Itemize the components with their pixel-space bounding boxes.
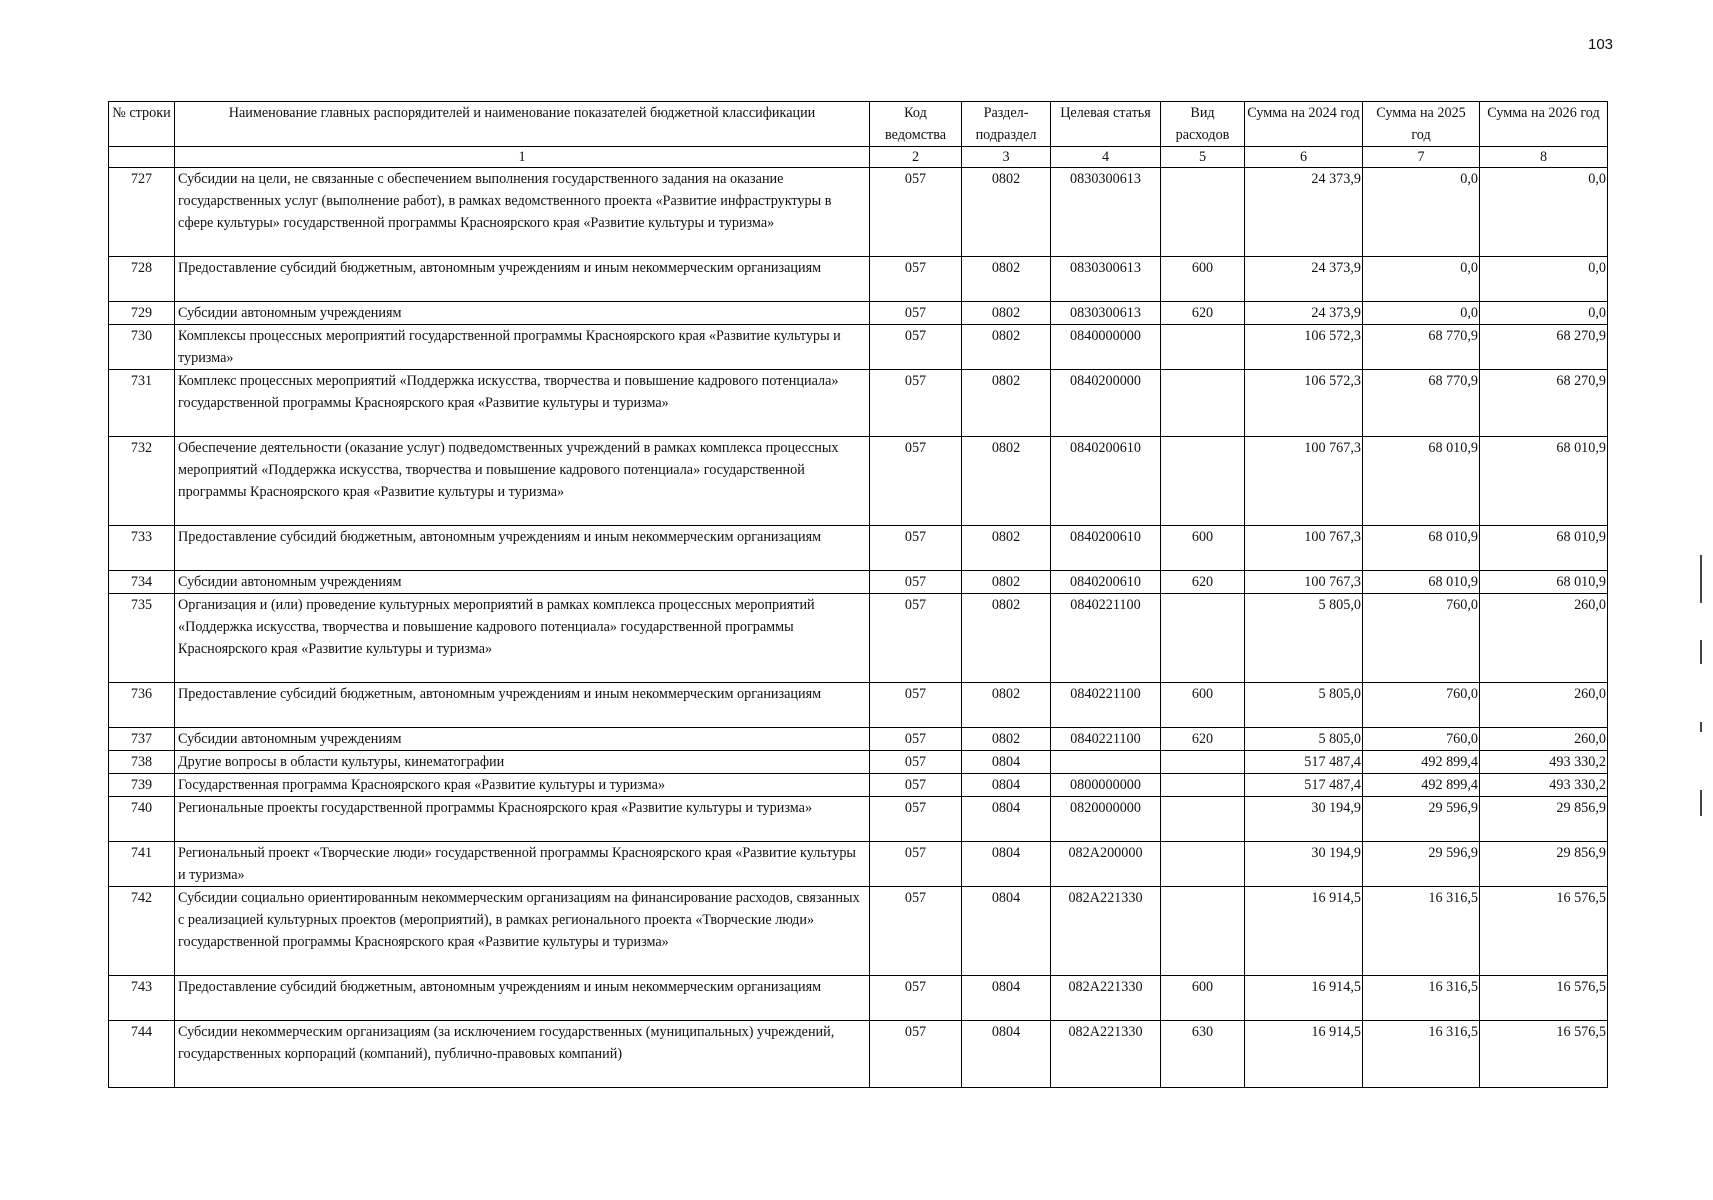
cell-vid: 620 bbox=[1161, 571, 1245, 594]
cell-sum-2025: 492 899,4 bbox=[1363, 751, 1480, 774]
cell-row-number: 742 bbox=[109, 887, 175, 976]
cell-sum-2025: 16 316,5 bbox=[1363, 1021, 1480, 1088]
cell-sum-2026: 260,0 bbox=[1480, 728, 1608, 751]
page-number: 103 bbox=[1588, 36, 1614, 53]
cell-ved-code: 057 bbox=[870, 976, 962, 1021]
cell-sum-2026: 68 010,9 bbox=[1480, 437, 1608, 526]
cell-sum-2024: 30 194,9 bbox=[1245, 797, 1363, 842]
cell-sum-2025: 0,0 bbox=[1363, 168, 1480, 257]
col-number: 8 bbox=[1480, 147, 1608, 168]
cell-sum-2024: 100 767,3 bbox=[1245, 437, 1363, 526]
cell-sum-2025: 29 596,9 bbox=[1363, 842, 1480, 887]
cell-celevaya: 0840221100 bbox=[1051, 683, 1161, 728]
cell-vid bbox=[1161, 325, 1245, 370]
table-body bbox=[109, 168, 1608, 1088]
cell-sum-2024: 106 572,3 bbox=[1245, 370, 1363, 437]
header-num: № строки bbox=[109, 102, 175, 147]
cell-name: Субсидии на цели, не связанные с обеспечением выполнения государственного задания на оказание государственных услуг (выполнение работ), в рамках ведомственного проекта «Развитие инфраструктуры в сфере культуры» государственной программы Красноярского края «Развитие культуры и туризма» bbox=[175, 168, 870, 257]
cell-razdel: 0804 bbox=[962, 774, 1051, 797]
table-row bbox=[109, 370, 1608, 437]
cell-razdel: 0804 bbox=[962, 842, 1051, 887]
cell-sum-2026: 68 270,9 bbox=[1480, 370, 1608, 437]
cell-ved-code: 057 bbox=[870, 594, 962, 683]
table-row bbox=[109, 1021, 1608, 1088]
cell-razdel: 0802 bbox=[962, 168, 1051, 257]
cell-celevaya: 0800000000 bbox=[1051, 774, 1161, 797]
cell-ved-code: 057 bbox=[870, 887, 962, 976]
cell-sum-2025: 760,0 bbox=[1363, 594, 1480, 683]
cell-name: Другие вопросы в области культуры, кинематографии bbox=[175, 751, 870, 774]
cell-sum-2026: 493 330,2 bbox=[1480, 751, 1608, 774]
cell-celevaya: 082A221330 bbox=[1051, 976, 1161, 1021]
cell-celevaya: 0840000000 bbox=[1051, 325, 1161, 370]
cell-sum-2024: 5 805,0 bbox=[1245, 728, 1363, 751]
cell-sum-2024: 100 767,3 bbox=[1245, 526, 1363, 571]
cell-celevaya: 0840200610 bbox=[1051, 571, 1161, 594]
cell-razdel: 0804 bbox=[962, 1021, 1051, 1088]
cell-celevaya: 0830300613 bbox=[1051, 302, 1161, 325]
cell-ved-code: 057 bbox=[870, 370, 962, 437]
cell-vid bbox=[1161, 370, 1245, 437]
table-row bbox=[109, 257, 1608, 302]
cell-sum-2026: 68 010,9 bbox=[1480, 571, 1608, 594]
cell-name: Предоставление субсидий бюджетным, автономным учреждениям и иным некоммерческим организациям bbox=[175, 683, 870, 728]
cell-vid bbox=[1161, 774, 1245, 797]
table-row bbox=[109, 437, 1608, 526]
cell-celevaya: 0840200610 bbox=[1051, 526, 1161, 571]
cell-sum-2024: 100 767,3 bbox=[1245, 571, 1363, 594]
cell-vid bbox=[1161, 842, 1245, 887]
cell-sum-2026: 0,0 bbox=[1480, 168, 1608, 257]
cell-celevaya: 082A221330 bbox=[1051, 887, 1161, 976]
header-celevaya: Целевая статья bbox=[1051, 102, 1161, 147]
cell-name: Региональные проекты государственной программы Красноярского края «Развитие культуры и туризма» bbox=[175, 797, 870, 842]
table-row bbox=[109, 887, 1608, 976]
cell-sum-2025: 492 899,4 bbox=[1363, 774, 1480, 797]
cell-name: Государственная программа Красноярского края «Развитие культуры и туризма» bbox=[175, 774, 870, 797]
cell-celevaya: 0840221100 bbox=[1051, 594, 1161, 683]
cell-vid bbox=[1161, 168, 1245, 257]
scan-artifact bbox=[1700, 790, 1702, 816]
cell-razdel: 0802 bbox=[962, 571, 1051, 594]
cell-name: Предоставление субсидий бюджетным, автономным учреждениям и иным некоммерческим организациям bbox=[175, 526, 870, 571]
table-row bbox=[109, 594, 1608, 683]
cell-ved-code: 057 bbox=[870, 728, 962, 751]
cell-sum-2026: 0,0 bbox=[1480, 257, 1608, 302]
cell-razdel: 0802 bbox=[962, 526, 1051, 571]
scan-artifact bbox=[1700, 640, 1702, 664]
cell-sum-2025: 68 770,9 bbox=[1363, 325, 1480, 370]
col-number-blank bbox=[109, 147, 175, 168]
table-row bbox=[109, 571, 1608, 594]
header-ved: Код ведомства bbox=[870, 102, 962, 147]
table-row bbox=[109, 774, 1608, 797]
cell-vid: 600 bbox=[1161, 526, 1245, 571]
cell-sum-2024: 16 914,5 bbox=[1245, 887, 1363, 976]
cell-sum-2024: 16 914,5 bbox=[1245, 976, 1363, 1021]
table-row bbox=[109, 751, 1608, 774]
cell-row-number: 736 bbox=[109, 683, 175, 728]
cell-row-number: 730 bbox=[109, 325, 175, 370]
cell-vid bbox=[1161, 797, 1245, 842]
cell-row-number: 731 bbox=[109, 370, 175, 437]
cell-sum-2025: 16 316,5 bbox=[1363, 887, 1480, 976]
cell-sum-2026: 16 576,5 bbox=[1480, 976, 1608, 1021]
cell-ved-code: 057 bbox=[870, 437, 962, 526]
cell-name: Субсидии автономным учреждениям bbox=[175, 302, 870, 325]
cell-row-number: 732 bbox=[109, 437, 175, 526]
table-row bbox=[109, 797, 1608, 842]
cell-ved-code: 057 bbox=[870, 683, 962, 728]
cell-vid bbox=[1161, 751, 1245, 774]
table-row bbox=[109, 976, 1608, 1021]
cell-sum-2025: 68 010,9 bbox=[1363, 437, 1480, 526]
cell-name: Субсидии социально ориентированным некоммерческим организациям на финансирование расходов, связанных с реализацией культурных проектов (мероприятий), в рамках регионального проекта «Творческие люди» государственной программы Красноярского края «Развитие культуры и туризма» bbox=[175, 887, 870, 976]
cell-celevaya bbox=[1051, 751, 1161, 774]
col-number: 7 bbox=[1363, 147, 1480, 168]
cell-name: Региональный проект «Творческие люди» государственной программы Красноярского края «Развитие культуры и туризма» bbox=[175, 842, 870, 887]
header-row bbox=[109, 102, 1608, 147]
table-row bbox=[109, 325, 1608, 370]
cell-row-number: 729 bbox=[109, 302, 175, 325]
cell-vid bbox=[1161, 437, 1245, 526]
cell-sum-2026: 260,0 bbox=[1480, 683, 1608, 728]
cell-ved-code: 057 bbox=[870, 302, 962, 325]
cell-razdel: 0802 bbox=[962, 302, 1051, 325]
cell-sum-2024: 30 194,9 bbox=[1245, 842, 1363, 887]
cell-razdel: 0802 bbox=[962, 683, 1051, 728]
cell-name: Субсидии автономным учреждениям bbox=[175, 728, 870, 751]
cell-celevaya: 0840221100 bbox=[1051, 728, 1161, 751]
header-razdel: Раздел- подраздел bbox=[962, 102, 1051, 147]
cell-vid: 600 bbox=[1161, 976, 1245, 1021]
col-number: 6 bbox=[1245, 147, 1363, 168]
cell-name: Субсидии автономным учреждениям bbox=[175, 571, 870, 594]
cell-sum-2026: 68 270,9 bbox=[1480, 325, 1608, 370]
cell-sum-2025: 0,0 bbox=[1363, 257, 1480, 302]
cell-sum-2024: 16 914,5 bbox=[1245, 1021, 1363, 1088]
cell-ved-code: 057 bbox=[870, 797, 962, 842]
cell-vid: 630 bbox=[1161, 1021, 1245, 1088]
cell-sum-2025: 0,0 bbox=[1363, 302, 1480, 325]
cell-ved-code: 057 bbox=[870, 842, 962, 887]
table-row bbox=[109, 842, 1608, 887]
header-vid: Вид расходов bbox=[1161, 102, 1245, 147]
cell-vid: 620 bbox=[1161, 302, 1245, 325]
cell-celevaya: 0830300613 bbox=[1051, 257, 1161, 302]
col-number: 2 bbox=[870, 147, 962, 168]
cell-razdel: 0802 bbox=[962, 728, 1051, 751]
cell-row-number: 738 bbox=[109, 751, 175, 774]
cell-vid: 600 bbox=[1161, 257, 1245, 302]
cell-ved-code: 057 bbox=[870, 751, 962, 774]
cell-ved-code: 057 bbox=[870, 571, 962, 594]
cell-ved-code: 057 bbox=[870, 325, 962, 370]
cell-sum-2026: 16 576,5 bbox=[1480, 887, 1608, 976]
cell-sum-2026: 16 576,5 bbox=[1480, 1021, 1608, 1088]
cell-vid: 620 bbox=[1161, 728, 1245, 751]
cell-sum-2024: 5 805,0 bbox=[1245, 683, 1363, 728]
table-row bbox=[109, 728, 1608, 751]
cell-row-number: 737 bbox=[109, 728, 175, 751]
cell-razdel: 0802 bbox=[962, 370, 1051, 437]
scan-artifact bbox=[1700, 555, 1702, 603]
cell-sum-2025: 16 316,5 bbox=[1363, 976, 1480, 1021]
cell-name: Комплекс процессных мероприятий «Поддержка искусства, творчества и повышение кадрового потенциала» государственной программы Красноярского края «Развитие культуры и туризма» bbox=[175, 370, 870, 437]
cell-ved-code: 057 bbox=[870, 1021, 962, 1088]
col-number: 4 bbox=[1051, 147, 1161, 168]
cell-celevaya: 0840200000 bbox=[1051, 370, 1161, 437]
cell-sum-2024: 517 487,4 bbox=[1245, 774, 1363, 797]
col-number: 5 bbox=[1161, 147, 1245, 168]
table-row bbox=[109, 168, 1608, 257]
cell-ved-code: 057 bbox=[870, 526, 962, 571]
cell-name: Комплексы процессных мероприятий государственной программы Красноярского края «Развитие культуры и туризма» bbox=[175, 325, 870, 370]
cell-sum-2024: 24 373,9 bbox=[1245, 302, 1363, 325]
cell-sum-2025: 68 770,9 bbox=[1363, 370, 1480, 437]
cell-row-number: 735 bbox=[109, 594, 175, 683]
cell-sum-2026: 68 010,9 bbox=[1480, 526, 1608, 571]
cell-name: Предоставление субсидий бюджетным, автономным учреждениям и иным некоммерческим организациям bbox=[175, 976, 870, 1021]
table-row bbox=[109, 683, 1608, 728]
column-number-row bbox=[109, 147, 1608, 168]
cell-name: Обеспечение деятельности (оказание услуг) подведомственных учреждений в рамках комплекса процессных мероприятий «Поддержка искусства, творчества и повышение кадрового потенциала» государственной программы Красноярского края «Развитие культуры и туризма» bbox=[175, 437, 870, 526]
header-s2024: Сумма на 2024 год bbox=[1245, 102, 1363, 147]
cell-razdel: 0802 bbox=[962, 437, 1051, 526]
cell-celevaya: 082A200000 bbox=[1051, 842, 1161, 887]
col-number: 1 bbox=[175, 147, 870, 168]
cell-sum-2026: 29 856,9 bbox=[1480, 797, 1608, 842]
cell-row-number: 733 bbox=[109, 526, 175, 571]
header-s2025: Сумма на 2025 год bbox=[1363, 102, 1480, 147]
budget-table bbox=[108, 101, 1608, 1088]
table-row bbox=[109, 302, 1608, 325]
header-s2026: Сумма на 2026 год bbox=[1480, 102, 1608, 147]
cell-sum-2026: 260,0 bbox=[1480, 594, 1608, 683]
cell-ved-code: 057 bbox=[870, 257, 962, 302]
cell-sum-2024: 24 373,9 bbox=[1245, 168, 1363, 257]
cell-sum-2025: 760,0 bbox=[1363, 728, 1480, 751]
cell-row-number: 743 bbox=[109, 976, 175, 1021]
cell-sum-2025: 68 010,9 bbox=[1363, 571, 1480, 594]
scan-artifact bbox=[1700, 722, 1702, 732]
cell-row-number: 744 bbox=[109, 1021, 175, 1088]
cell-sum-2025: 29 596,9 bbox=[1363, 797, 1480, 842]
cell-row-number: 739 bbox=[109, 774, 175, 797]
cell-row-number: 734 bbox=[109, 571, 175, 594]
cell-razdel: 0802 bbox=[962, 257, 1051, 302]
cell-vid: 600 bbox=[1161, 683, 1245, 728]
cell-name: Предоставление субсидий бюджетным, автономным учреждениям и иным некоммерческим организациям bbox=[175, 257, 870, 302]
cell-vid bbox=[1161, 594, 1245, 683]
cell-row-number: 728 bbox=[109, 257, 175, 302]
cell-sum-2026: 29 856,9 bbox=[1480, 842, 1608, 887]
cell-sum-2024: 517 487,4 bbox=[1245, 751, 1363, 774]
cell-sum-2025: 760,0 bbox=[1363, 683, 1480, 728]
header-name: Наименование главных распорядителей и наименование показателей бюджетной классификации bbox=[175, 102, 870, 147]
cell-razdel: 0804 bbox=[962, 976, 1051, 1021]
cell-sum-2026: 493 330,2 bbox=[1480, 774, 1608, 797]
cell-celevaya: 0820000000 bbox=[1051, 797, 1161, 842]
cell-ved-code: 057 bbox=[870, 168, 962, 257]
cell-sum-2024: 24 373,9 bbox=[1245, 257, 1363, 302]
cell-row-number: 740 bbox=[109, 797, 175, 842]
cell-name: Организация и (или) проведение культурных мероприятий в рамках комплекса процессных мероприятий «Поддержка искусства, творчества и повышение кадрового потенциала» государственной программы Красноярского края «Развитие культуры и туризма» bbox=[175, 594, 870, 683]
cell-celevaya: 0830300613 bbox=[1051, 168, 1161, 257]
cell-razdel: 0804 bbox=[962, 887, 1051, 976]
cell-row-number: 741 bbox=[109, 842, 175, 887]
cell-ved-code: 057 bbox=[870, 774, 962, 797]
cell-razdel: 0804 bbox=[962, 797, 1051, 842]
cell-razdel: 0802 bbox=[962, 594, 1051, 683]
col-number: 3 bbox=[962, 147, 1051, 168]
table-row bbox=[109, 526, 1608, 571]
cell-sum-2024: 5 805,0 bbox=[1245, 594, 1363, 683]
cell-sum-2026: 0,0 bbox=[1480, 302, 1608, 325]
cell-vid bbox=[1161, 887, 1245, 976]
cell-celevaya: 082A221330 bbox=[1051, 1021, 1161, 1088]
cell-razdel: 0802 bbox=[962, 325, 1051, 370]
cell-sum-2025: 68 010,9 bbox=[1363, 526, 1480, 571]
cell-name: Субсидии некоммерческим организациям (за исключением государственных (муниципальных) учреждений, государственных корпораций (компаний), публично-правовых компаний) bbox=[175, 1021, 870, 1088]
cell-row-number: 727 bbox=[109, 168, 175, 257]
cell-sum-2024: 106 572,3 bbox=[1245, 325, 1363, 370]
cell-razdel: 0804 bbox=[962, 751, 1051, 774]
cell-celevaya: 0840200610 bbox=[1051, 437, 1161, 526]
